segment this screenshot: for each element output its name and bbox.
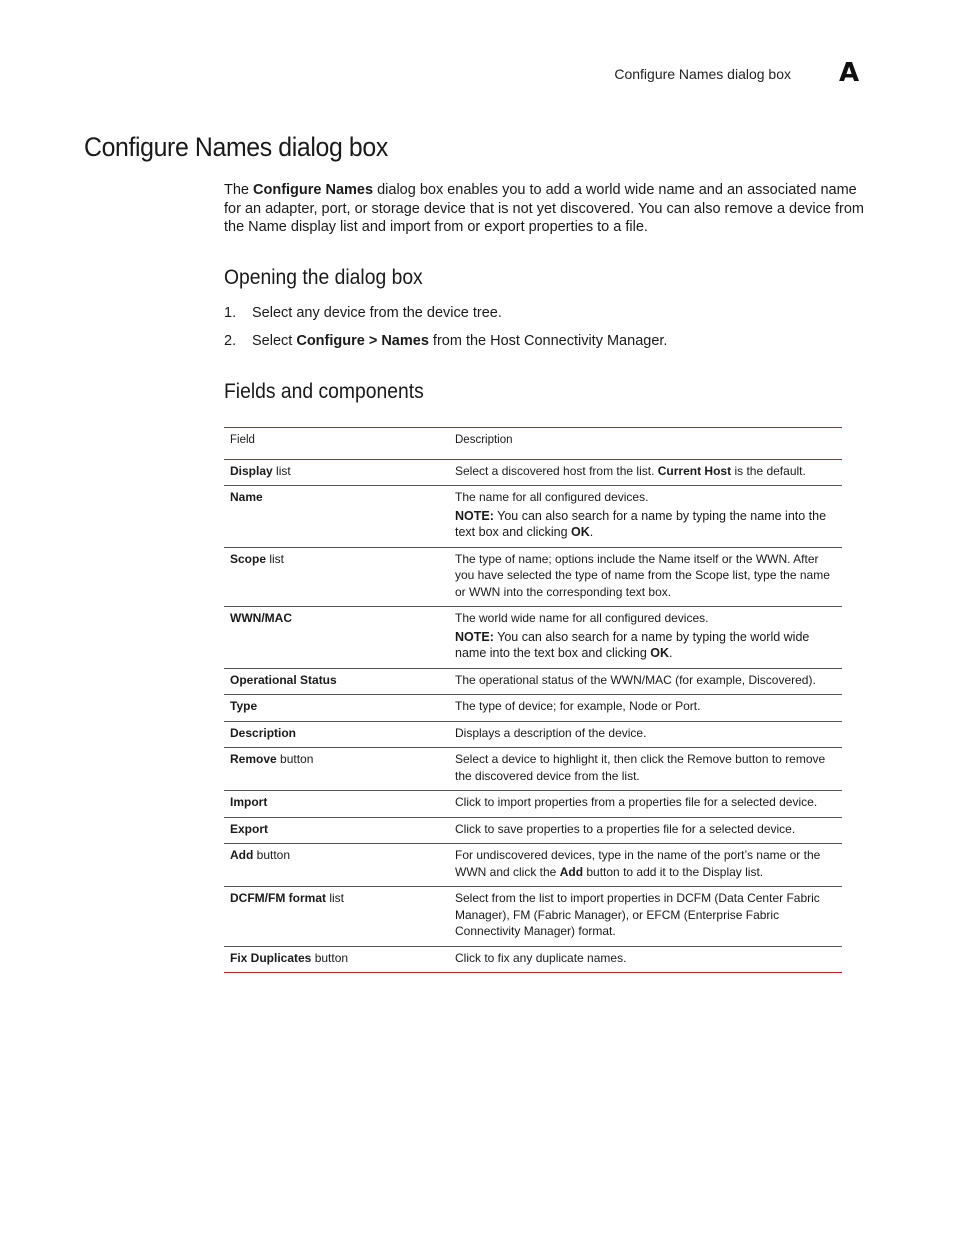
field-cell xyxy=(224,791,449,818)
description-text: The type of name; options include the Name itself or the WWN. After you have selected the type of name from the Scope list, type the name or WWN into the corresponding text box. xyxy=(455,551,830,599)
step-number: 1. xyxy=(224,305,237,321)
intro-text-before: The xyxy=(224,182,254,198)
description-bold-term: OK xyxy=(650,646,670,660)
note-paragraph xyxy=(455,508,836,541)
field-cell xyxy=(224,486,449,548)
field-name: Display xyxy=(230,463,273,478)
intro-text-after: dialog box enables you to add a world wide name and an associated name for an adapter, port, or storage device that is not yet discovered. You can also remove a device from the Name display list and import from or export properties to a file. xyxy=(224,182,864,235)
field-suffix: button xyxy=(311,950,349,965)
description-text: Select a device to highlight it, then click the Remove button to remove the discovered device from the list. xyxy=(455,752,826,783)
description-text-after: . xyxy=(669,646,673,660)
description-paragraph xyxy=(455,672,836,689)
description-text-after: is the default. xyxy=(731,463,806,478)
description-text: Click to fix any duplicate names. xyxy=(455,950,627,965)
description-text: Select a discovered host from the list. xyxy=(455,463,658,478)
running-header xyxy=(0,58,954,92)
description-text: For undiscovered devices, type in the name of the port’s name or the WWN and click the xyxy=(455,848,821,879)
description-text: You can also search for a name by typing the name into the text box and clicking xyxy=(455,508,827,539)
step-text: Select any device from the device tree. xyxy=(252,305,502,321)
table-row xyxy=(224,607,842,669)
description-paragraph xyxy=(455,610,836,627)
step-item xyxy=(224,333,667,361)
description-bold-term: OK xyxy=(571,525,590,539)
description-cell xyxy=(449,547,842,607)
running-title: Configure Names dialog box xyxy=(614,66,791,82)
field-suffix: button xyxy=(276,752,314,766)
description-cell xyxy=(449,887,842,947)
description-cell xyxy=(449,607,842,669)
table-row xyxy=(224,791,842,818)
table-row xyxy=(224,748,842,791)
table-row xyxy=(224,459,842,486)
step-text xyxy=(252,333,667,361)
step-item xyxy=(224,305,667,333)
appendix-letter: A xyxy=(839,58,860,88)
field-cell xyxy=(224,887,449,947)
opening-heading: Opening the dialog box xyxy=(224,266,423,289)
description-paragraph xyxy=(455,698,836,715)
description-paragraph xyxy=(455,794,836,811)
description-text: The type of device; for example, Node or Port. xyxy=(455,699,701,713)
description-text: Select from the list to import properties in DCFM (Data Center Fabric Manager), FM (Fabric Manager), or EFCM (Enterprise Fabric Connectivity Manager) format. xyxy=(455,891,820,938)
table-row xyxy=(224,844,842,887)
table-row xyxy=(224,486,842,548)
field-name: Import xyxy=(230,795,268,809)
field-name: Operational Status xyxy=(230,672,337,687)
field-cell xyxy=(224,459,449,486)
description-cell xyxy=(449,748,842,791)
description-paragraph xyxy=(455,890,836,940)
page-title: Configure Names dialog box xyxy=(84,132,388,162)
description-paragraph xyxy=(455,751,836,784)
field-suffix: button xyxy=(253,848,291,862)
field-name: Remove xyxy=(230,752,277,766)
field-name: Scope xyxy=(230,551,267,566)
table-row xyxy=(224,547,842,607)
field-name: DCFM/FM format xyxy=(230,891,326,905)
fields-table-body xyxy=(224,459,842,973)
step-text-before: Select xyxy=(252,333,297,349)
table-row xyxy=(224,668,842,695)
steps-list xyxy=(224,305,667,361)
description-cell xyxy=(449,486,842,548)
description-paragraph xyxy=(455,489,836,506)
description-text-after: button to add it to the Display list. xyxy=(583,864,764,879)
note-label: NOTE: xyxy=(455,508,494,523)
description-cell xyxy=(449,844,842,887)
fields-heading: Fields and components xyxy=(224,380,424,403)
field-name: Fix Duplicates xyxy=(230,950,312,965)
description-paragraph xyxy=(455,725,836,742)
field-cell xyxy=(224,721,449,748)
description-text: You can also search for a name by typing the world wide name into the text box and clicking xyxy=(455,629,810,660)
description-cell xyxy=(449,459,842,486)
step-number: 2. xyxy=(224,333,237,349)
description-paragraph xyxy=(455,847,836,880)
description-cell xyxy=(449,695,842,722)
description-text: The operational status of the WWN/MAC (for example, Discovered). xyxy=(455,672,816,687)
description-text: The name for all configured devices. xyxy=(455,490,649,504)
description-cell xyxy=(449,791,842,818)
step-text-after: from the Host Connectivity Manager. xyxy=(428,333,668,349)
column-header-field: Field xyxy=(230,434,255,446)
field-name: Export xyxy=(230,821,269,836)
table-row xyxy=(224,887,842,947)
description-text: Displays a description of the device. xyxy=(455,725,647,740)
field-cell xyxy=(224,547,449,607)
field-cell xyxy=(224,817,449,844)
description-cell xyxy=(449,817,842,844)
table-row xyxy=(224,946,842,973)
field-cell xyxy=(224,695,449,722)
table-row xyxy=(224,817,842,844)
field-cell xyxy=(224,607,449,669)
description-text: The world wide name for all configured devices. xyxy=(455,611,709,625)
description-text: Click to import properties from a properties file for a selected device. xyxy=(455,795,818,809)
field-cell xyxy=(224,748,449,791)
note-label: NOTE: xyxy=(455,629,494,644)
description-cell xyxy=(449,946,842,973)
note-paragraph xyxy=(455,629,836,662)
table-header-row xyxy=(224,428,842,460)
field-suffix: list xyxy=(326,891,344,905)
description-paragraph xyxy=(455,551,836,601)
fields-table xyxy=(224,427,842,973)
description-bold-term: Current Host xyxy=(657,463,732,478)
description-paragraph xyxy=(455,950,836,967)
field-name: Type xyxy=(230,699,258,713)
description-cell xyxy=(449,721,842,748)
column-header-description: Description xyxy=(455,434,513,446)
table-row xyxy=(224,721,842,748)
table-row xyxy=(224,695,842,722)
field-name: WWN/MAC xyxy=(230,611,292,625)
step-menu-path: Configure > Names xyxy=(296,333,429,349)
intro-paragraph xyxy=(224,181,874,237)
field-cell xyxy=(224,946,449,973)
field-suffix: list xyxy=(266,551,285,566)
description-text: Click to save properties to a properties file for a selected device. xyxy=(455,821,796,836)
field-suffix: list xyxy=(272,463,291,478)
field-name: Description xyxy=(230,725,297,740)
field-cell xyxy=(224,844,449,887)
description-paragraph xyxy=(455,463,836,480)
field-name: Name xyxy=(230,490,263,504)
description-bold-term: Add xyxy=(559,864,584,879)
description-text-after: . xyxy=(589,525,594,539)
field-cell xyxy=(224,668,449,695)
description-paragraph xyxy=(455,821,836,838)
intro-term: Configure Names xyxy=(253,182,374,198)
field-name: Add xyxy=(230,848,254,862)
description-cell xyxy=(449,668,842,695)
